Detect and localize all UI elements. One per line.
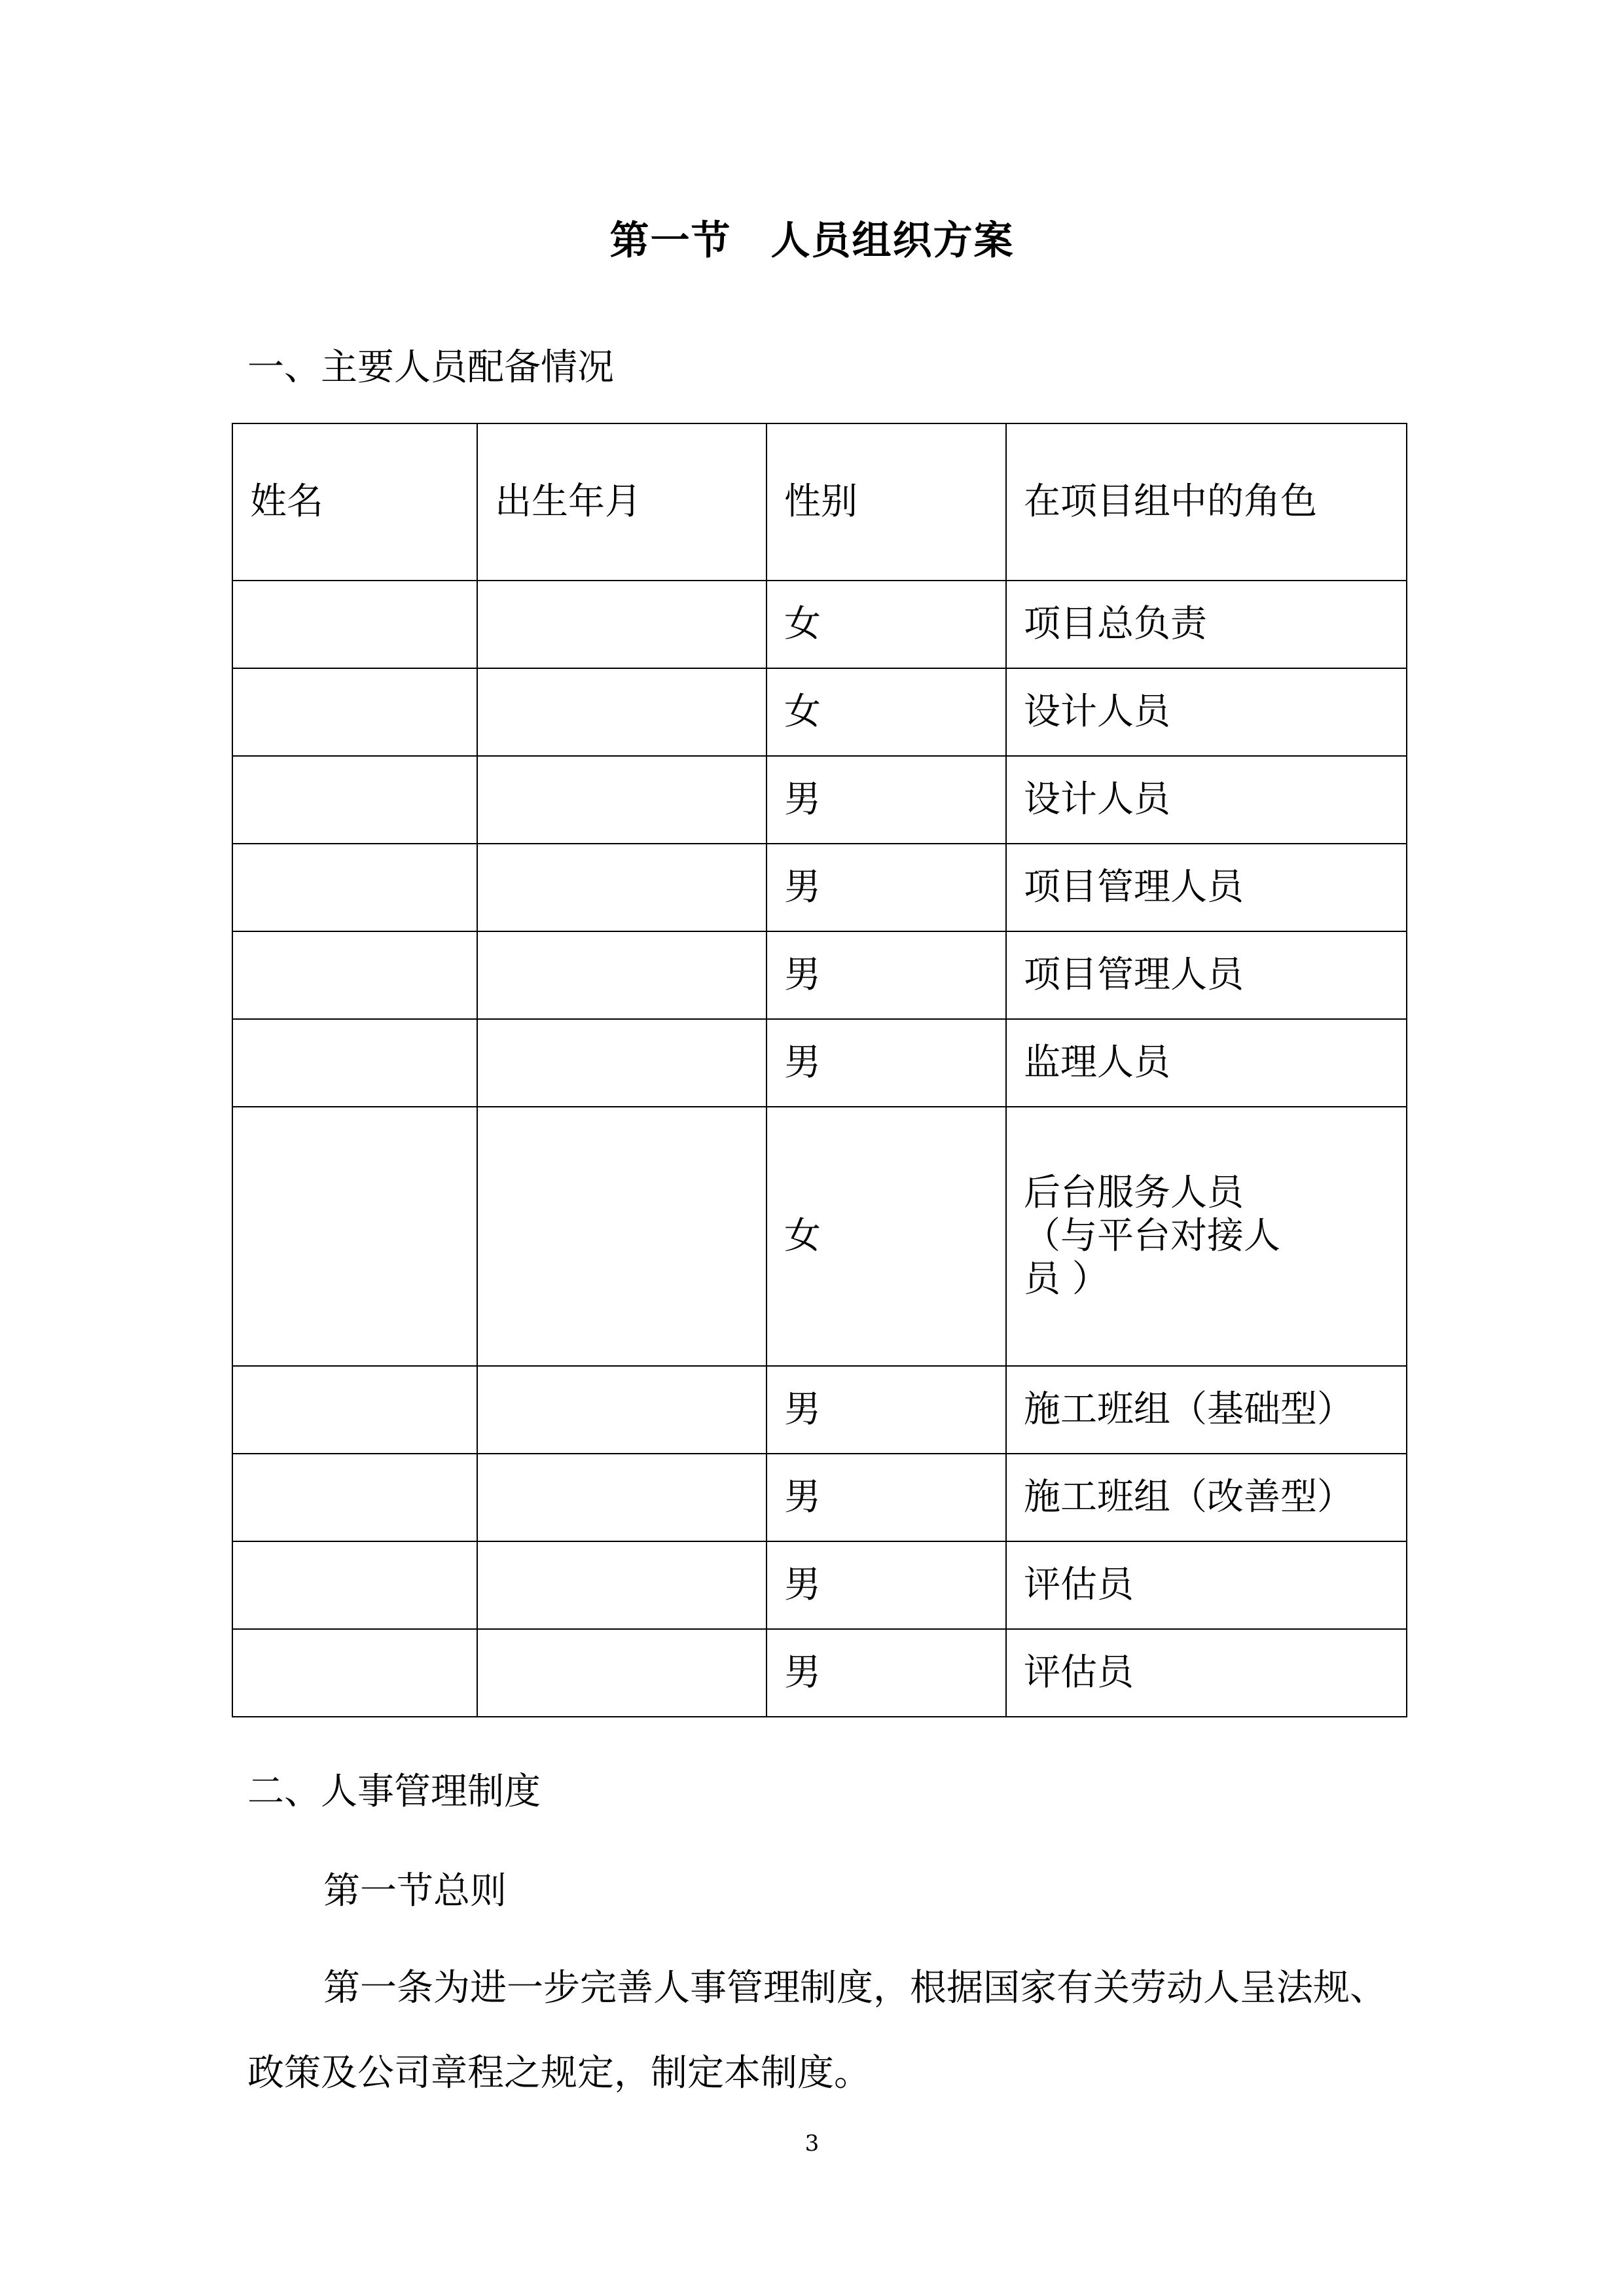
cell-name (232, 668, 477, 756)
cell-birth (477, 1019, 767, 1107)
cell-gender: 女 (767, 581, 1006, 668)
paragraph-line-2: 政策及公司章程之规定，制定本制度。 (247, 2052, 871, 2094)
role-line: 员 ） (1024, 1258, 1109, 1300)
cell-role: 设计人员 (1006, 668, 1407, 756)
cell-name (232, 1019, 477, 1107)
cell-gender: 男 (767, 756, 1006, 844)
cell-gender: 男 (767, 844, 1006, 931)
cell-birth (477, 756, 767, 844)
page-title (0, 208, 1624, 274)
cell-name (232, 1541, 477, 1629)
cell-name (232, 1454, 477, 1541)
cell-role: 施工班组（改善型） (1006, 1454, 1407, 1541)
cell-name (232, 844, 477, 931)
header-role: 在项目组中的角色 (1006, 423, 1407, 581)
subheading-general-rules: 第一节总则 (323, 1870, 507, 1912)
header-name: 姓名 (232, 423, 477, 581)
table-row (232, 1107, 1407, 1366)
cell-role: 设计人员 (1006, 756, 1407, 844)
section-heading-hr-policy: 二、人事管理制度 (247, 1770, 541, 1813)
cell-birth (477, 1366, 767, 1454)
cell-birth (477, 1454, 767, 1541)
table-row (232, 1366, 1407, 1454)
role-line: 后台服务人员 (1024, 1172, 1244, 1214)
cell-name (232, 1629, 477, 1717)
title-part1: 第一节 (609, 218, 732, 264)
cell-role: 监理人员 (1006, 1019, 1407, 1107)
table-row (232, 1629, 1407, 1717)
cell-role: 项目管理人员 (1006, 844, 1407, 931)
cell-role: 项目总负责 (1006, 581, 1407, 668)
role-line: （与平台对接人 (1024, 1215, 1280, 1257)
cell-gender: 男 (767, 1454, 1006, 1541)
table-row (232, 931, 1407, 1019)
cell-role (1006, 1107, 1407, 1366)
cell-name (232, 581, 477, 668)
cell-role: 施工班组（基础型） (1006, 1366, 1407, 1454)
cell-birth (477, 1107, 767, 1366)
page-number: 3 (804, 2130, 820, 2157)
table-row (232, 668, 1407, 756)
cell-role: 项目管理人员 (1006, 931, 1407, 1019)
cell-name (232, 756, 477, 844)
cell-gender: 男 (767, 1366, 1006, 1454)
cell-name (232, 1107, 477, 1366)
cell-role: 评估员 (1006, 1541, 1407, 1629)
table-row (232, 581, 1407, 668)
table-row (232, 844, 1407, 931)
cell-birth (477, 844, 767, 931)
table-row (232, 1541, 1407, 1629)
cell-gender: 男 (767, 1541, 1006, 1629)
table-row (232, 1454, 1407, 1541)
title-part2: 人员组织方案 (770, 218, 1015, 264)
section-heading-staffing: 一、主要人员配备情况 (247, 346, 614, 389)
cell-gender: 女 (767, 668, 1006, 756)
cell-gender: 男 (767, 931, 1006, 1019)
cell-birth (477, 581, 767, 668)
cell-gender: 女 (767, 1107, 1006, 1366)
cell-birth (477, 668, 767, 756)
cell-gender: 男 (767, 1629, 1006, 1717)
table-header-row (232, 423, 1407, 581)
paragraph-line-1: 第一条为进一步完善人事管理制度，根据国家有关劳动人呈法规、 (323, 1967, 1386, 2009)
cell-gender: 男 (767, 1019, 1006, 1107)
cell-birth (477, 1629, 767, 1717)
cell-name (232, 931, 477, 1019)
table-row (232, 756, 1407, 844)
staff-table (232, 423, 1407, 1717)
cell-name (232, 1366, 477, 1454)
cell-birth (477, 931, 767, 1019)
cell-birth (477, 1541, 767, 1629)
header-birth: 出生年月 (477, 423, 767, 581)
header-gender: 性别 (767, 423, 1006, 581)
cell-role: 评估员 (1006, 1629, 1407, 1717)
table-row (232, 1019, 1407, 1107)
